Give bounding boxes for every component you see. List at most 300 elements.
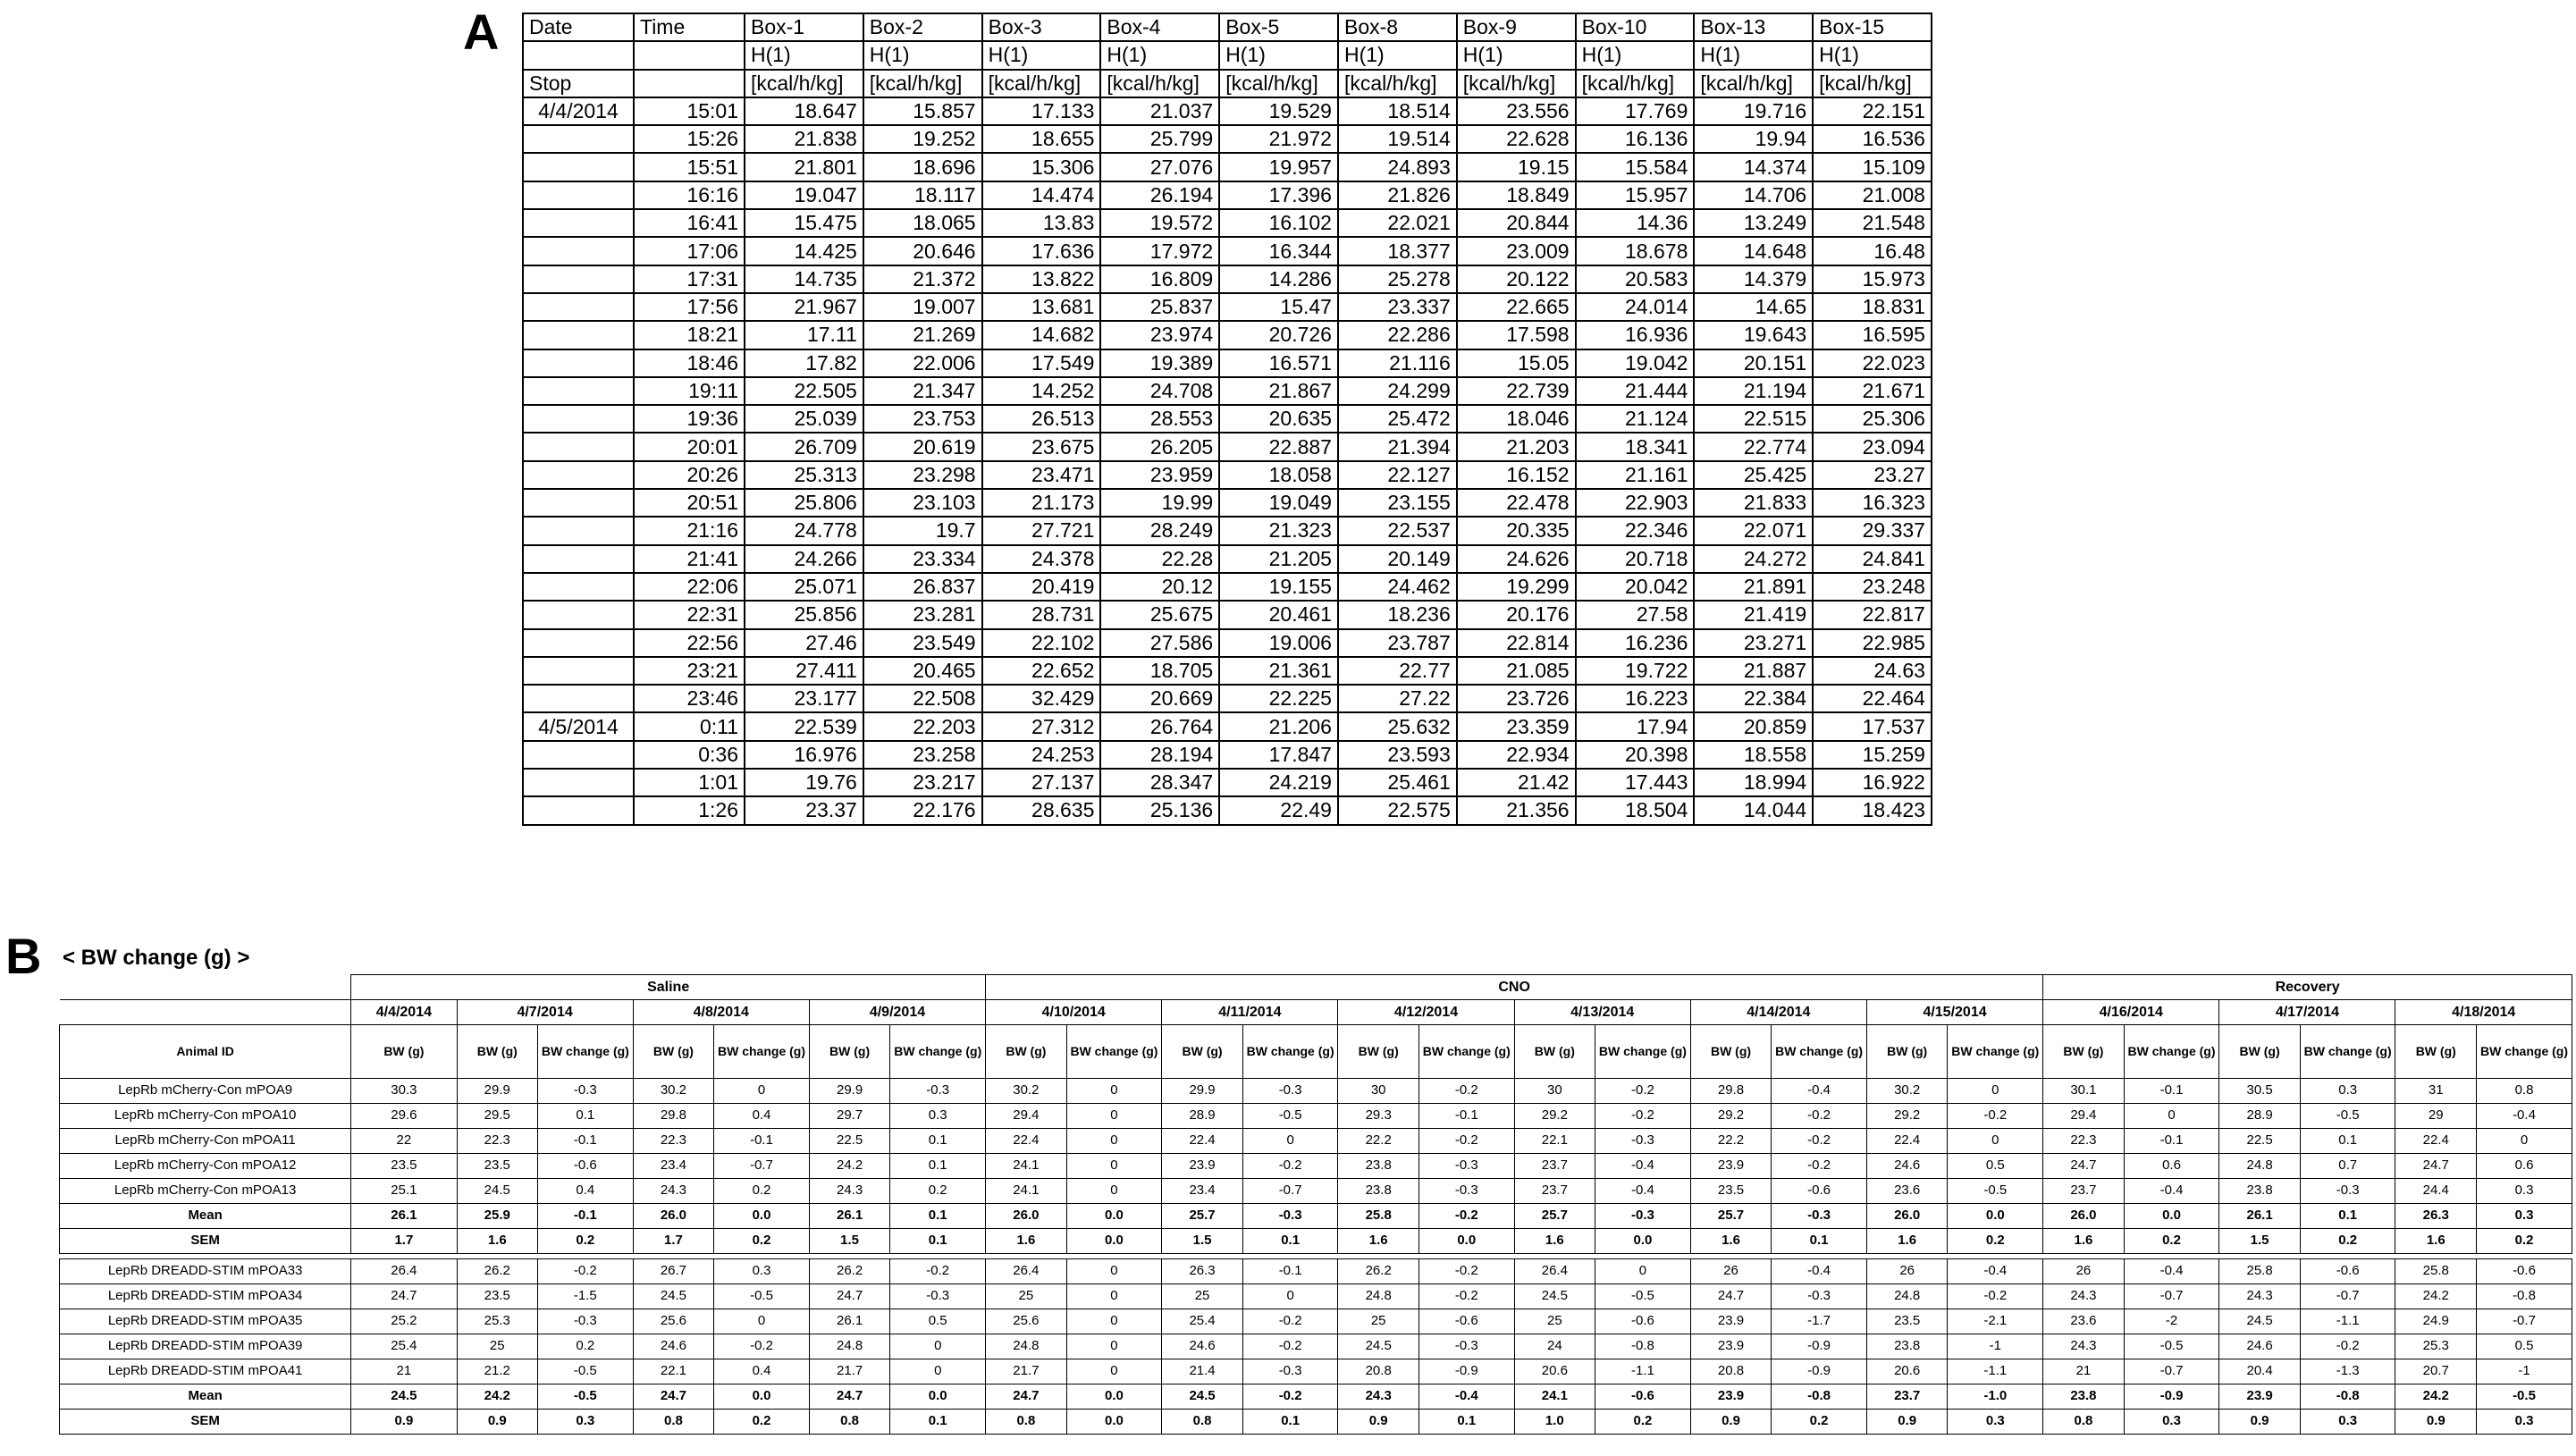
value-cell: 23.6	[2043, 1309, 2125, 1334]
value-cell: 0	[1066, 1359, 1162, 1384]
value-cell: 16.48	[1813, 237, 1932, 265]
table-row	[523, 545, 1932, 573]
value-cell: 22.505	[745, 377, 863, 405]
table-row	[523, 153, 1932, 181]
bw-header: BW (g)	[986, 1025, 1067, 1079]
value-cell: -1	[1948, 1334, 2043, 1359]
value-cell: -0.4	[1595, 1154, 1691, 1179]
date-cell	[523, 741, 634, 769]
header-cell: Box-3	[982, 13, 1101, 41]
bw-header: BW (g)	[2043, 1025, 2125, 1079]
value-cell: 17.598	[1457, 321, 1576, 349]
date-cell	[523, 796, 634, 824]
value-cell: 20.6	[1866, 1359, 1948, 1384]
value-cell: 18.655	[982, 125, 1101, 153]
bw-header: BW (g)	[457, 1025, 538, 1079]
value-cell: 18.236	[1338, 601, 1457, 628]
value-cell: 23.6	[1866, 1179, 1948, 1204]
value-cell: 24.5	[1514, 1284, 1595, 1309]
value-cell: -0.4	[1772, 1259, 1867, 1284]
value-cell: -0.2	[1772, 1129, 1867, 1154]
panel-b-letter: B	[5, 928, 42, 984]
value-cell: 20.583	[1576, 265, 1695, 293]
value-cell: 16.102	[1219, 209, 1338, 237]
header-cell: [kcal/h/kg]	[1338, 70, 1457, 97]
value-cell: 23.9	[1690, 1334, 1772, 1359]
value-cell: 19.99	[1100, 489, 1219, 517]
header-cell: Box-9	[1457, 13, 1576, 41]
value-cell: 0.2	[1595, 1410, 1691, 1435]
value-cell: 29.6	[351, 1104, 457, 1129]
bw-header: BW (g)	[1162, 1025, 1243, 1079]
header-row	[523, 41, 1932, 69]
header-cell: Box-13	[1694, 13, 1813, 41]
time-cell: 20:51	[634, 489, 745, 517]
value-cell: 21.124	[1576, 405, 1695, 433]
value-cell: 0	[1948, 1079, 2043, 1104]
value-cell: -0.5	[2477, 1384, 2572, 1410]
value-cell: 24.841	[1813, 545, 1932, 573]
value-cell: 23.549	[863, 629, 982, 657]
value-cell: -0.6	[1418, 1309, 1514, 1334]
value-cell: 15.584	[1576, 153, 1695, 181]
value-cell: 0.9	[351, 1410, 457, 1435]
value-cell: -0.6	[538, 1154, 634, 1179]
header-cell: Box-10	[1576, 13, 1695, 41]
value-cell: 21.548	[1813, 209, 1932, 237]
value-cell: -0.5	[1595, 1284, 1691, 1309]
value-cell: 23.27	[1813, 461, 1932, 489]
animal-id-header: Animal ID	[60, 1025, 351, 1079]
value-cell: 18.647	[745, 97, 863, 125]
value-cell: 20.6	[1514, 1359, 1595, 1384]
value-cell: 1.6	[1866, 1229, 1948, 1254]
value-cell: 22.3	[2043, 1129, 2125, 1154]
value-cell: 21.42	[1457, 769, 1576, 796]
value-cell: 20.718	[1576, 545, 1695, 573]
value-cell: 20.465	[863, 657, 982, 685]
value-cell: 30.5	[2219, 1079, 2301, 1104]
time-cell: 21:16	[634, 517, 745, 544]
value-cell: 25.4	[351, 1334, 457, 1359]
value-cell: 22.934	[1457, 741, 1576, 769]
value-cell: -0.3	[1595, 1204, 1691, 1229]
table-row	[523, 796, 1932, 824]
value-cell: 22.508	[863, 685, 982, 712]
time-cell: 0:11	[634, 712, 745, 740]
header-cell: H(1)	[1694, 41, 1813, 69]
value-cell: 22.2	[1338, 1129, 1419, 1154]
value-cell: -0.4	[1595, 1179, 1691, 1204]
value-cell: -0.2	[1242, 1154, 1338, 1179]
value-cell: 20.042	[1576, 573, 1695, 601]
value-cell: 0.0	[1066, 1410, 1162, 1435]
header-cell: [kcal/h/kg]	[863, 70, 982, 97]
value-cell: 25.425	[1694, 461, 1813, 489]
value-cell: -0.4	[2124, 1179, 2219, 1204]
value-cell: 22.071	[1694, 517, 1813, 544]
table-row	[523, 573, 1932, 601]
value-cell: 0.3	[2300, 1410, 2395, 1435]
value-cell: 25	[986, 1284, 1067, 1309]
value-cell: 26.3	[2395, 1204, 2477, 1229]
table-row	[60, 1129, 2572, 1154]
value-cell: 0.3	[2300, 1079, 2395, 1104]
value-cell: 15.259	[1813, 741, 1932, 769]
value-cell: 0.8	[2043, 1410, 2125, 1435]
date-cell	[523, 657, 634, 685]
bw-header: BW (g)	[351, 1025, 457, 1079]
value-cell: -0.2	[1418, 1204, 1514, 1229]
value-cell: 24.2	[457, 1384, 538, 1410]
value-cell: 23.7	[1514, 1179, 1595, 1204]
value-cell: 0.1	[538, 1104, 634, 1129]
value-cell: 1.5	[1162, 1229, 1243, 1254]
value-cell: 18.423	[1813, 796, 1932, 824]
value-cell: 23.8	[2043, 1384, 2125, 1410]
value-cell: 26.2	[809, 1259, 890, 1284]
value-cell: 21.173	[982, 489, 1101, 517]
value-cell: 15.05	[1457, 349, 1576, 377]
value-cell: 0.2	[538, 1334, 634, 1359]
value-cell: 15.475	[745, 209, 863, 237]
value-cell: 23.556	[1457, 97, 1576, 125]
value-cell: 22.006	[863, 349, 982, 377]
value-cell: 20.151	[1694, 349, 1813, 377]
value-cell: -2	[2124, 1309, 2219, 1334]
value-cell: -0.3	[538, 1079, 634, 1104]
header-cell: H(1)	[863, 41, 982, 69]
header-cell: Stop	[523, 70, 634, 97]
time-cell: 1:26	[634, 796, 745, 824]
value-cell: 22.2	[1690, 1129, 1772, 1154]
value-cell: 29.2	[1514, 1104, 1595, 1129]
value-cell: 1.6	[986, 1229, 1067, 1254]
value-cell: 18.696	[863, 153, 982, 181]
header-cell: [kcal/h/kg]	[1813, 70, 1932, 97]
bw-header: BW (g)	[2395, 1025, 2477, 1079]
value-cell: 21.826	[1338, 181, 1457, 209]
value-cell: -0.2	[2300, 1334, 2395, 1359]
date-header: 4/4/2014	[351, 1000, 457, 1025]
value-cell: -0.9	[1418, 1359, 1514, 1384]
value-cell: 28.347	[1100, 769, 1219, 796]
value-cell: 24.2	[809, 1154, 890, 1179]
value-cell: 22.903	[1576, 489, 1695, 517]
value-cell: 21.085	[1457, 657, 1576, 685]
value-cell: 22.4	[1162, 1129, 1243, 1154]
value-cell: 0	[2477, 1129, 2572, 1154]
value-cell: 28.635	[982, 796, 1101, 824]
value-cell: -0.1	[714, 1129, 810, 1154]
value-cell: 26	[2043, 1259, 2125, 1284]
value-cell: 25.675	[1100, 601, 1219, 628]
value-cell: 23.8	[1338, 1179, 1419, 1204]
value-cell: 22.203	[863, 712, 982, 740]
value-cell: 19.252	[863, 125, 982, 153]
value-cell: 29.4	[986, 1104, 1067, 1129]
time-cell: 22:06	[634, 573, 745, 601]
date-header: 4/8/2014	[633, 1000, 809, 1025]
value-cell: 24.6	[1162, 1334, 1243, 1359]
value-cell: 20.844	[1457, 209, 1576, 237]
header-cell: H(1)	[1219, 41, 1338, 69]
bw-header: BW (g)	[1866, 1025, 1948, 1079]
value-cell: -0.8	[2477, 1284, 2572, 1309]
value-cell: 19.15	[1457, 153, 1576, 181]
value-cell: 24.8	[1338, 1284, 1419, 1309]
value-cell: -0.7	[2124, 1359, 2219, 1384]
value-cell: 18.377	[1338, 237, 1457, 265]
value-cell: 19.7	[863, 517, 982, 544]
value-cell: 13.83	[982, 209, 1101, 237]
value-cell: 21.206	[1219, 712, 1338, 740]
value-cell: 20.461	[1219, 601, 1338, 628]
value-cell: 23.4	[1162, 1179, 1243, 1204]
date-cell: 4/4/2014	[523, 97, 634, 125]
value-cell: 26.2	[457, 1259, 538, 1284]
header-cell: H(1)	[1576, 41, 1695, 69]
header-cell: H(1)	[982, 41, 1101, 69]
value-cell: 21.194	[1694, 377, 1813, 405]
value-cell: 22.515	[1694, 405, 1813, 433]
value-cell: 29	[2395, 1104, 2477, 1129]
value-cell: 21.356	[1457, 796, 1576, 824]
value-cell: 21.037	[1100, 97, 1219, 125]
value-cell: 25.6	[986, 1309, 1067, 1334]
table-row	[523, 712, 1932, 740]
value-cell: 18.558	[1694, 741, 1813, 769]
value-cell: 17.847	[1219, 741, 1338, 769]
value-cell: 22.384	[1694, 685, 1813, 712]
value-cell: -0.5	[714, 1284, 810, 1309]
value-cell: 0.2	[1948, 1229, 2043, 1254]
value-cell: -0.6	[1595, 1384, 1691, 1410]
value-cell: 16.536	[1813, 125, 1932, 153]
value-cell: 25.806	[745, 489, 863, 517]
time-cell: 23:46	[634, 685, 745, 712]
value-cell: 23.37	[745, 796, 863, 824]
phase-header: Saline	[351, 975, 986, 1000]
table-row	[523, 517, 1932, 544]
header-cell: [kcal/h/kg]	[1457, 70, 1576, 97]
value-cell: 0.2	[714, 1410, 810, 1435]
date-cell	[523, 405, 634, 433]
value-cell: 23.8	[2219, 1179, 2301, 1204]
value-cell: 22.5	[809, 1129, 890, 1154]
value-cell: 23.8	[1338, 1154, 1419, 1179]
phase-header: Recovery	[2043, 975, 2572, 1000]
date-header: 4/10/2014	[986, 1000, 1162, 1025]
value-cell: 24.8	[2219, 1154, 2301, 1179]
value-cell: 24.6	[633, 1334, 714, 1359]
value-cell: 0.9	[1338, 1410, 1419, 1435]
value-cell: 22.628	[1457, 125, 1576, 153]
bw-change-header: BW change (g)	[1242, 1025, 1338, 1079]
value-cell: -0.1	[538, 1204, 634, 1229]
row-label: SEM	[60, 1229, 351, 1254]
time-cell: 15:01	[634, 97, 745, 125]
value-cell: 24.5	[457, 1179, 538, 1204]
value-cell: 22.176	[863, 796, 982, 824]
value-cell: 25.461	[1338, 769, 1457, 796]
date-cell	[523, 349, 634, 377]
value-cell: 25.3	[2395, 1334, 2477, 1359]
row-label: LepRb mCherry-Con mPOA11	[60, 1129, 351, 1154]
time-cell: 23:21	[634, 657, 745, 685]
value-cell: 0.0	[890, 1384, 986, 1410]
value-cell: 21.419	[1694, 601, 1813, 628]
date-cell	[523, 517, 634, 544]
value-cell: -0.7	[2300, 1284, 2395, 1309]
table-row	[60, 1079, 2572, 1104]
date-header: 4/14/2014	[1690, 1000, 1866, 1025]
value-cell: 24.7	[1690, 1284, 1772, 1309]
value-cell: -1.3	[2300, 1359, 2395, 1384]
bw-header: BW (g)	[633, 1025, 714, 1079]
value-cell: 17.443	[1576, 769, 1695, 796]
value-cell: -0.6	[1772, 1179, 1867, 1204]
value-cell: 23.248	[1813, 573, 1932, 601]
value-cell: 22.023	[1813, 349, 1932, 377]
value-cell: 25.472	[1338, 405, 1457, 433]
value-cell: 0	[1066, 1104, 1162, 1129]
value-cell: 28.9	[1162, 1104, 1243, 1129]
value-cell: 20.398	[1576, 741, 1695, 769]
value-cell: 14.65	[1694, 293, 1813, 321]
value-cell: 27.312	[982, 712, 1101, 740]
value-cell: 0.3	[890, 1104, 986, 1129]
bw-change-header: BW change (g)	[890, 1025, 986, 1079]
value-cell: 29.2	[1690, 1104, 1772, 1129]
mean-row	[60, 1204, 2572, 1229]
header-cell: [kcal/h/kg]	[745, 70, 863, 97]
value-cell: 14.474	[982, 181, 1101, 209]
value-cell: 23.5	[351, 1154, 457, 1179]
value-cell: 24.3	[633, 1179, 714, 1204]
value-cell: -0.1	[2124, 1129, 2219, 1154]
value-cell: 0	[890, 1334, 986, 1359]
value-cell: 0	[1066, 1334, 1162, 1359]
value-cell: 23.5	[457, 1284, 538, 1309]
value-cell: 20.7	[2395, 1359, 2477, 1384]
value-cell: 14.286	[1219, 265, 1338, 293]
value-cell: -1.1	[2300, 1309, 2395, 1334]
value-cell: 14.36	[1576, 209, 1695, 237]
value-cell: 24.708	[1100, 377, 1219, 405]
value-cell: 20.4	[2219, 1359, 2301, 1384]
header-cell: [kcal/h/kg]	[1219, 70, 1338, 97]
table-row	[60, 1284, 2572, 1309]
row-label: LepRb mCherry-Con mPOA10	[60, 1104, 351, 1129]
value-cell: 17.549	[982, 349, 1101, 377]
value-cell: 22.575	[1338, 796, 1457, 824]
table-row	[523, 741, 1932, 769]
value-cell: 21.116	[1338, 349, 1457, 377]
value-cell: 22.225	[1219, 685, 1338, 712]
date-header: 4/13/2014	[1514, 1000, 1690, 1025]
table-row	[523, 321, 1932, 349]
value-cell: 0.1	[890, 1229, 986, 1254]
value-cell: 26.7	[633, 1259, 714, 1284]
value-cell: 23.258	[863, 741, 982, 769]
value-cell: 15.47	[1219, 293, 1338, 321]
value-cell: 24.5	[351, 1384, 457, 1410]
value-cell: 19.155	[1219, 573, 1338, 601]
bw-change-table	[59, 974, 2572, 1435]
value-cell: 24.378	[982, 545, 1101, 573]
value-cell: 1.6	[2395, 1229, 2477, 1254]
value-cell: 14.735	[745, 265, 863, 293]
value-cell: 18.058	[1219, 461, 1338, 489]
header-cell	[523, 41, 634, 69]
value-cell: 0	[714, 1079, 810, 1104]
table-row	[523, 657, 1932, 685]
value-cell: 28.249	[1100, 517, 1219, 544]
row-label: LepRb mCherry-Con mPOA13	[60, 1179, 351, 1204]
value-cell: -0.1	[1242, 1259, 1338, 1284]
value-cell: -0.2	[1948, 1284, 2043, 1309]
value-cell: 26.0	[2043, 1204, 2125, 1229]
value-cell: 24.778	[745, 517, 863, 544]
value-cell: 0.0	[1066, 1204, 1162, 1229]
value-cell: -0.3	[890, 1079, 986, 1104]
value-cell: 24.6	[2219, 1334, 2301, 1359]
value-cell: 23.593	[1338, 741, 1457, 769]
table-row	[523, 769, 1932, 796]
value-cell: 0.8	[633, 1410, 714, 1435]
table-row	[523, 629, 1932, 657]
table-row	[523, 461, 1932, 489]
value-cell: 22.49	[1219, 796, 1338, 824]
value-cell: 23.337	[1338, 293, 1457, 321]
date-cell	[523, 153, 634, 181]
value-cell: -0.9	[2124, 1384, 2219, 1410]
value-cell: 0	[1066, 1129, 1162, 1154]
value-cell: 1.6	[1514, 1229, 1595, 1254]
value-cell: 25.837	[1100, 293, 1219, 321]
bw-change-header: BW change (g)	[1418, 1025, 1514, 1079]
blank-cell	[60, 975, 351, 1000]
value-cell: 0.9	[2395, 1410, 2477, 1435]
value-cell: 22.1	[1514, 1129, 1595, 1154]
bw-change-header: BW change (g)	[1066, 1025, 1162, 1079]
value-cell: 24.266	[745, 545, 863, 573]
value-cell: -0.2	[1418, 1079, 1514, 1104]
value-cell: 13.681	[982, 293, 1101, 321]
value-cell: -0.4	[1418, 1384, 1514, 1410]
time-cell: 21:41	[634, 545, 745, 573]
value-cell: 23.177	[745, 685, 863, 712]
energy-expenditure-table	[522, 13, 1932, 826]
row-label: LepRb DREADD-STIM mPOA39	[60, 1334, 351, 1359]
value-cell: 24.7	[633, 1384, 714, 1410]
value-cell: 24.7	[809, 1284, 890, 1309]
value-cell: 24.272	[1694, 545, 1813, 573]
date-cell: 4/5/2014	[523, 712, 634, 740]
value-cell: 27.58	[1576, 601, 1695, 628]
date-cell	[523, 377, 634, 405]
value-cell: 25.856	[745, 601, 863, 628]
value-cell: 22	[351, 1129, 457, 1154]
header-cell: [kcal/h/kg]	[1694, 70, 1813, 97]
value-cell: 0.9	[457, 1410, 538, 1435]
value-cell: 29.8	[1690, 1079, 1772, 1104]
value-cell: 25.4	[1162, 1309, 1243, 1334]
bw-change-header: BW change (g)	[1948, 1025, 2043, 1079]
value-cell: 25.306	[1813, 405, 1932, 433]
value-cell: 19.529	[1219, 97, 1338, 125]
